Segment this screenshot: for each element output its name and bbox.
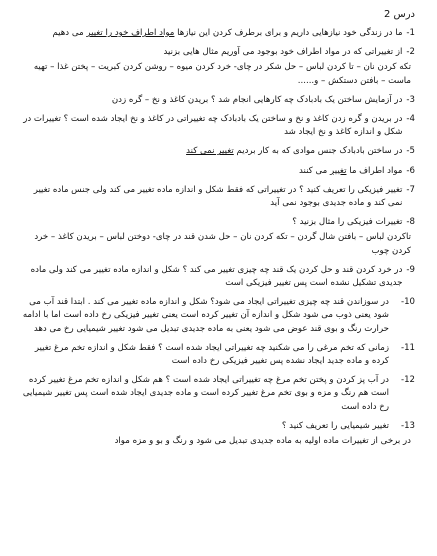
question-text: در آزمایش ساختن یک بادبادک چه کارهایی انجام شد ؟ بریدن کاغذ و نخ – گره زدن	[111, 94, 403, 105]
answer-text: در برخی از تغییرات ماده اولیه به ماده جدیدی تبدیل می شود و رنگ و بو و مزه مواد	[114, 436, 411, 447]
question-1	[22, 27, 415, 40]
question-6	[22, 165, 415, 178]
question-text-part: می دهیم	[52, 28, 87, 38]
question-7	[22, 184, 415, 210]
question-12	[22, 374, 415, 414]
item-number: 4-	[406, 114, 415, 125]
item-number: 12-	[400, 375, 415, 386]
item-number: 8-	[406, 217, 415, 228]
answer-text: تکه کردن نان – تا کردن لباس – حل شکر در چای- خرد کردن میوه – روشن کردن کبریت – پختن غذا – تهیه ماست – بافتن دستکش – و......	[33, 62, 411, 86]
underlined-answer: مواد اطراف خود را تغییر	[86, 28, 175, 38]
underlined-answer: تغییر نمی کند	[186, 146, 234, 157]
item-number: 2-	[406, 47, 415, 58]
answer-text: تاکردن لباس – بافتن شال گردن – تکه کردن نان – حل شدن قند در چای- دوختن لباس – بریدن کاغذ – خرد کردن چوب	[34, 232, 411, 256]
item-number: 11-	[400, 342, 415, 353]
question-text: از تغییراتی که در مواد اطراف خود بوجود می آوریم مثال هایی بزنید	[163, 47, 403, 58]
question-9	[22, 264, 415, 290]
item-number: 6-	[406, 165, 415, 176]
question-10	[22, 296, 415, 336]
question-text: در خرد کردن قند و حل کردن یک قند چه چیزی تغییر می کند ؟ شکل و اندازه ماده تغییر می کند ولی ماده جدیدی تشکیل نشده است پس تغییر فیزیکی است	[30, 264, 403, 289]
question-11	[22, 342, 415, 368]
question-text: در سوزاندن قند چه چیزی تغییراتی ایجاد می شود؟ شکل و اندازه ماده تغییر می کند . ابتدا قند آب می شود یعنی ذوب می شود شکل و اندازه آن تغییر کرده است یعنی تغییر فیزیکی رخ داده است اما با ادامه حرارت رنگ و بوی قند عوض می شود یعنی به ماده جدیدی تبدیل می شود تغییر شیمیایی رخ می دهد	[22, 297, 389, 334]
question-text	[22, 165, 402, 178]
question-text: زمانی که تخم مرغی را می شکنید چه تغییراتی ایجاد شده است ؟ فقط شکل و اندازه تخم مرغ تغییر کرده و ماده جدید ایجاد نشده پس تغییر فیزیکی رخ داده است	[34, 342, 389, 367]
question-text: تغییرات فیزیکی را مثال بزنید ؟	[292, 217, 403, 228]
question-text: در آب پز کردن و پختن تخم مرغ چه تغییراتی ایجاد شده است ؟ هم شکل و اندازه تخم مرغ تغییر کرده است هم رنگ و مزه و بوی تخم مرغ تغییر کرده است و ماده جدیدی ایجاد شده است پس تغییر شیمیایی رخ داده است	[22, 375, 389, 412]
question-5	[22, 145, 415, 158]
question-13	[22, 420, 415, 448]
question-text-part: می کنند	[298, 165, 330, 176]
underlined-answer: تغییر	[330, 165, 347, 176]
item-number: 13-	[400, 420, 415, 431]
lesson-title: درس 2	[383, 9, 415, 20]
question-text: در بریدن و گره زدن کاغذ و نخ و ساختن یک بادبادک چه تغییراتی در کاغذ و نخ ایجاد شده است ؟ تغییرات در شکل و اندازه کاغذ و نخ ایجاد شد	[23, 114, 403, 138]
item-number: 3-	[406, 94, 415, 105]
question-text: تغییر شیمیایی را تعریف کنید ؟	[281, 420, 389, 431]
question-text	[22, 145, 402, 158]
question-text: تغییر فیزیکی را تعریف کنید ؟ در تغییراتی که فقط شکل و اندازه ماده تغییر می کند ولی جنس ماده تغییر نمی کند و ماده جدیدی بوجود نمی آید	[33, 184, 403, 209]
question-text-part: ما در زندگی خود نیازهایی داریم و برای برطرف کردن این نیازها	[174, 28, 403, 38]
question-4	[22, 113, 415, 139]
question-8	[22, 216, 415, 258]
question-2	[22, 46, 415, 88]
item-number: 1-	[406, 28, 415, 38]
item-number: 7-	[406, 184, 415, 195]
question-text-part: در ساختن بادبادک جنس موادی که به کار بردیم	[233, 146, 403, 157]
item-number: 9-	[406, 264, 415, 275]
question-text-part: مواد اطراف ما	[346, 165, 403, 176]
item-number: 10-	[400, 297, 415, 308]
item-number: 5-	[406, 146, 415, 157]
question-3	[22, 94, 415, 107]
question-text	[22, 27, 402, 40]
